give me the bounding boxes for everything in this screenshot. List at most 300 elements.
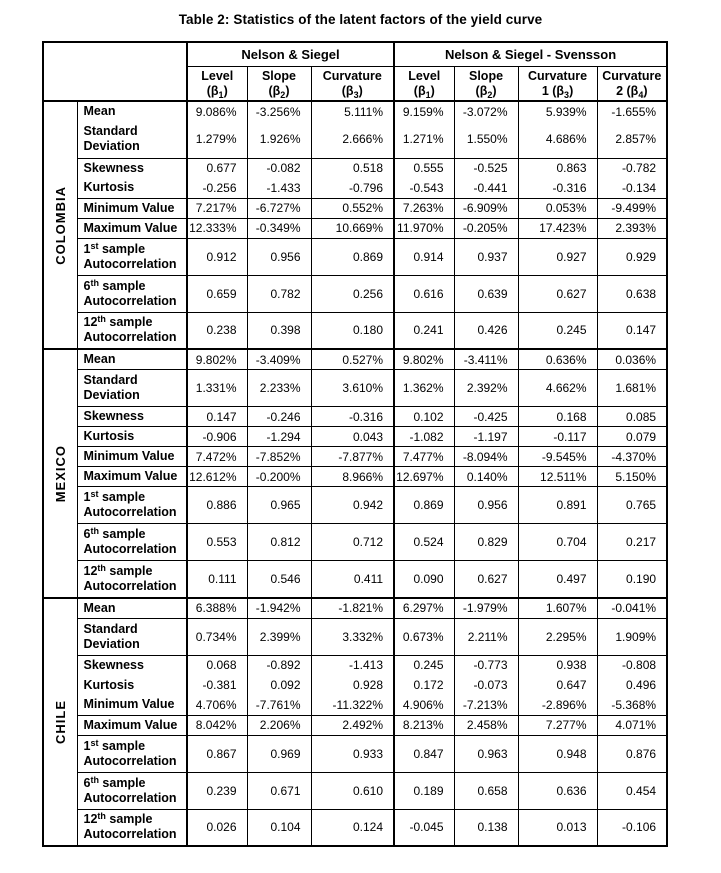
- value-cell: -1.413: [311, 655, 394, 675]
- value-cell: 0.782: [247, 275, 311, 312]
- row-label-cell: [77, 809, 187, 846]
- row-label-text: 1: [83, 241, 91, 256]
- row-label-line: [84, 564, 185, 579]
- value-cell: 2.393%: [597, 218, 667, 238]
- value-cell: 0.627: [518, 275, 597, 312]
- value-cell: 17.423%: [518, 218, 597, 238]
- value-cell: -9.545%: [518, 447, 597, 467]
- row-label-line: [84, 104, 185, 119]
- value-cell: 3.332%: [311, 618, 394, 655]
- value-cell: 0.245: [518, 312, 597, 349]
- value-cell: 0.138: [454, 809, 518, 846]
- value-cell: 0.518: [311, 158, 394, 178]
- value-cell: 0.933: [311, 735, 394, 772]
- value-cell: 0.965: [247, 487, 311, 524]
- value-cell: -5.368%: [597, 695, 667, 715]
- value-cell: 2.211%: [454, 618, 518, 655]
- value-cell: -0.349%: [247, 218, 311, 238]
- row-label-cell: [77, 370, 187, 407]
- value-cell: 0.068: [187, 655, 247, 675]
- column-header-label: [188, 69, 247, 84]
- value-cell: 0.524: [394, 524, 454, 561]
- row-label-cell: [77, 715, 187, 735]
- row-label-text: Minimum Value: [83, 200, 175, 215]
- value-cell: 12.612%: [187, 467, 247, 487]
- value-cell: -1.197: [454, 427, 518, 447]
- value-cell: -0.906: [187, 427, 247, 447]
- value-cell: 6.388%: [187, 598, 247, 619]
- stat-row: [43, 178, 667, 198]
- row-label-text: Standard: [83, 124, 138, 139]
- value-cell: 0.239: [187, 772, 247, 809]
- row-label-text: Mean: [83, 104, 116, 118]
- row-label-text: Skewness: [83, 160, 144, 175]
- value-cell: 0.704: [518, 524, 597, 561]
- row-label-text: sample: [105, 563, 153, 578]
- value-cell: 7.217%: [187, 198, 247, 218]
- stat-row: [43, 695, 667, 715]
- stat-row: [43, 370, 667, 407]
- value-cell: 0.168: [518, 407, 597, 427]
- value-cell: 0.956: [454, 487, 518, 524]
- value-cell: -1.979%: [454, 598, 518, 619]
- ordinal-suffix: th: [97, 562, 106, 573]
- beta-prefix: 1: [541, 83, 553, 98]
- value-cell: 0.190: [597, 561, 667, 598]
- row-label-cell: [77, 598, 187, 619]
- value-cell: -9.499%: [597, 198, 667, 218]
- row-label-line: [84, 812, 185, 827]
- beta-subscript: 3: [353, 89, 359, 100]
- column-header: [518, 67, 597, 102]
- value-cell: 7.263%: [394, 198, 454, 218]
- row-label-cell: [77, 618, 187, 655]
- row-label-text: Maximum Value: [83, 717, 178, 732]
- row-label-cell: [77, 487, 187, 524]
- row-label-line: [84, 330, 185, 345]
- value-cell: 7.477%: [394, 447, 454, 467]
- row-label-text: Deviation: [83, 636, 140, 651]
- row-label-text: Kurtosis: [83, 180, 135, 195]
- value-cell: -0.117: [518, 427, 597, 447]
- beta-symbol: (β: [552, 83, 565, 98]
- value-cell: -3.411%: [454, 349, 518, 370]
- group-header: Nelson & Siegel: [187, 42, 394, 67]
- row-label-line: [84, 221, 185, 236]
- value-cell: 0.189: [394, 772, 454, 809]
- value-cell: 0.658: [454, 772, 518, 809]
- row-label-cell: [77, 524, 187, 561]
- column-header-label-text: Slope: [469, 68, 504, 83]
- value-cell: 0.527%: [311, 349, 394, 370]
- row-label-line: [84, 180, 185, 195]
- value-cell: 1.279%: [187, 121, 247, 158]
- value-cell: 0.497: [518, 561, 597, 598]
- value-cell: -0.045: [394, 809, 454, 846]
- row-label-line: [84, 622, 185, 637]
- value-cell: -0.316: [518, 178, 597, 198]
- value-cell: 0.734%: [187, 618, 247, 655]
- row-label-line: [84, 739, 185, 754]
- value-cell: -4.370%: [597, 447, 667, 467]
- beta-symbol: (β: [206, 83, 219, 98]
- row-label-cell: [77, 218, 187, 238]
- group-header: Nelson & Siegel - Svensson: [394, 42, 667, 67]
- value-cell: 0.639: [454, 275, 518, 312]
- value-cell: 0.812: [247, 524, 311, 561]
- value-cell: 0.555: [394, 158, 454, 178]
- column-header: [454, 67, 518, 102]
- value-cell: 0.496: [597, 675, 667, 695]
- row-label-line: [84, 469, 185, 484]
- value-cell: -7.213%: [454, 695, 518, 715]
- row-label-line: [84, 505, 185, 520]
- column-header: [247, 67, 311, 102]
- value-cell: 8.042%: [187, 715, 247, 735]
- value-cell: 0.104: [247, 809, 311, 846]
- row-label-text: Autocorrelation: [83, 827, 177, 842]
- row-label-cell: [77, 735, 187, 772]
- row-label-cell: [77, 238, 187, 275]
- value-cell: -0.106: [597, 809, 667, 846]
- beta-symbol: (β: [413, 83, 426, 98]
- value-cell: 0.829: [454, 524, 518, 561]
- value-cell: 2.399%: [247, 618, 311, 655]
- value-cell: 0.013: [518, 809, 597, 846]
- stat-row: [43, 101, 667, 121]
- column-header: [394, 67, 454, 102]
- row-label-line: [84, 697, 185, 712]
- row-label-line: [84, 601, 185, 616]
- value-cell: 0.079: [597, 427, 667, 447]
- value-cell: 0.891: [518, 487, 597, 524]
- value-cell: 0.398: [247, 312, 311, 349]
- beta-subscript: 2: [487, 89, 493, 100]
- row-label-line: [84, 139, 185, 154]
- row-label-text: sample: [98, 527, 146, 541]
- value-cell: -1.294: [247, 427, 311, 447]
- value-cell: 8.213%: [394, 715, 454, 735]
- value-cell: 0.092: [247, 675, 311, 695]
- value-cell: 4.906%: [394, 695, 454, 715]
- value-cell: -0.525: [454, 158, 518, 178]
- value-cell: 0.673%: [394, 618, 454, 655]
- column-header-label-text: Level: [201, 68, 234, 83]
- ordinal-suffix: th: [97, 314, 106, 325]
- value-cell: -0.796: [311, 178, 394, 198]
- value-cell: 0.026: [187, 809, 247, 846]
- value-cell: 4.686%: [518, 121, 597, 158]
- row-label-text: 1: [83, 490, 91, 504]
- row-label-line: [84, 637, 185, 652]
- value-cell: 1.550%: [454, 121, 518, 158]
- value-cell: 2.857%: [597, 121, 667, 158]
- beta-close: ): [223, 83, 228, 98]
- stat-row: [43, 198, 667, 218]
- table-header: [43, 42, 667, 101]
- column-header-label: [248, 69, 311, 84]
- value-cell: 0.036%: [597, 349, 667, 370]
- column-header-beta: [519, 84, 597, 99]
- row-label-cell: [77, 312, 187, 349]
- value-cell: 2.492%: [311, 715, 394, 735]
- column-header-beta: [188, 84, 247, 99]
- column-header-label-text: Curvature: [602, 68, 662, 83]
- stat-row: [43, 772, 667, 809]
- row-label-line: [84, 352, 185, 367]
- value-cell: 0.411: [311, 561, 394, 598]
- value-cell: 0.043: [311, 427, 394, 447]
- column-header-beta: [312, 84, 394, 99]
- value-cell: 0.671: [247, 772, 311, 809]
- value-cell: -1.821%: [311, 598, 394, 619]
- stats-table: [42, 41, 668, 847]
- value-cell: 2.233%: [247, 370, 311, 407]
- row-label-line: [84, 579, 185, 594]
- row-label-line: [84, 161, 185, 176]
- value-cell: 0.241: [394, 312, 454, 349]
- ordinal-suffix: st: [90, 240, 99, 251]
- row-label-line: [84, 658, 185, 673]
- value-cell: 1.607%: [518, 598, 597, 619]
- stat-row: [43, 618, 667, 655]
- value-cell: 0.942: [311, 487, 394, 524]
- row-label-text: Kurtosis: [83, 677, 135, 692]
- row-label-text: Mean: [83, 600, 116, 615]
- value-cell: 0.426: [454, 312, 518, 349]
- stat-row: [43, 349, 667, 370]
- value-cell: 0.938: [518, 655, 597, 675]
- value-cell: 1.271%: [394, 121, 454, 158]
- value-cell: -0.808: [597, 655, 667, 675]
- beta-prefix: 2: [616, 83, 627, 98]
- row-label-text: Standard: [83, 373, 138, 387]
- row-label-text: Autocorrelation: [83, 256, 177, 271]
- value-cell: 0.712: [311, 524, 394, 561]
- beta-subscript: 2: [280, 89, 286, 100]
- stat-row: [43, 312, 667, 349]
- value-cell: 0.053%: [518, 198, 597, 218]
- row-label-text: Autocorrelation: [83, 790, 177, 805]
- row-label-text: Mean: [83, 352, 116, 366]
- value-cell: -0.892: [247, 655, 311, 675]
- value-cell: 1.909%: [597, 618, 667, 655]
- row-label-text: sample: [98, 278, 146, 293]
- row-label-line: [84, 791, 185, 806]
- value-cell: 0.553: [187, 524, 247, 561]
- value-cell: 0.876: [597, 735, 667, 772]
- stat-row: [43, 427, 667, 447]
- value-cell: 0.638: [597, 275, 667, 312]
- stat-row: [43, 735, 667, 772]
- column-header-beta: [248, 84, 311, 99]
- value-cell: 9.802%: [394, 349, 454, 370]
- value-cell: 0.963: [454, 735, 518, 772]
- row-label-cell: [77, 561, 187, 598]
- stat-row: [43, 675, 667, 695]
- value-cell: 0.867: [187, 735, 247, 772]
- value-cell: 12.333%: [187, 218, 247, 238]
- table-title: Table 2: Statistics of the latent factors of the yield curve: [178, 12, 543, 27]
- value-cell: -3.256%: [247, 101, 311, 121]
- column-header-beta: [395, 84, 454, 99]
- value-cell: 0.929: [597, 238, 667, 275]
- value-cell: 0.085: [597, 407, 667, 427]
- row-label-text: Kurtosis: [83, 429, 135, 443]
- value-cell: 0.765: [597, 487, 667, 524]
- value-cell: 0.627: [454, 561, 518, 598]
- value-cell: 2.392%: [454, 370, 518, 407]
- value-cell: 0.956: [247, 238, 311, 275]
- column-header-label: [519, 69, 597, 84]
- stat-row: [43, 561, 667, 598]
- value-cell: 0.111: [187, 561, 247, 598]
- row-label-line: [84, 409, 185, 424]
- row-label-line: [84, 678, 185, 693]
- value-cell: 9.802%: [187, 349, 247, 370]
- stat-row: [43, 275, 667, 312]
- column-header-beta: [598, 84, 667, 99]
- row-label-text: sample: [105, 812, 153, 827]
- stat-row: [43, 598, 667, 619]
- row-label-cell: [77, 349, 187, 370]
- value-cell: 12.511%: [518, 467, 597, 487]
- row-label-line: [84, 388, 185, 403]
- value-cell: 0.659: [187, 275, 247, 312]
- beta-subscript: 4: [638, 89, 644, 100]
- row-label-text: Autocorrelation: [83, 753, 177, 768]
- row-label-text: 12: [83, 315, 98, 330]
- value-cell: -0.082: [247, 158, 311, 178]
- value-cell: 4.706%: [187, 695, 247, 715]
- value-cell: 0.616: [394, 275, 454, 312]
- value-cell: 11.970%: [394, 218, 454, 238]
- stat-row: [43, 407, 667, 427]
- value-cell: 0.863: [518, 158, 597, 178]
- row-label-cell: [77, 772, 187, 809]
- value-cell: -0.782: [597, 158, 667, 178]
- value-cell: 5.939%: [518, 101, 597, 121]
- value-cell: 0.677: [187, 158, 247, 178]
- row-label-cell: [77, 158, 187, 178]
- value-cell: 4.071%: [597, 715, 667, 735]
- value-cell: 0.847: [394, 735, 454, 772]
- value-cell: 0.147: [187, 407, 247, 427]
- value-cell: -0.381: [187, 675, 247, 695]
- ordinal-suffix: th: [90, 277, 99, 288]
- column-header-label-text: Curvature: [322, 68, 382, 83]
- row-label-line: [84, 527, 185, 542]
- ordinal-suffix: st: [90, 737, 99, 748]
- value-cell: 0.172: [394, 675, 454, 695]
- value-cell: 0.090: [394, 561, 454, 598]
- value-cell: 9.086%: [187, 101, 247, 121]
- row-label-text: Standard: [83, 621, 138, 636]
- value-cell: 5.111%: [311, 101, 394, 121]
- column-header-label-text: Level: [408, 68, 441, 83]
- header-group-row: [43, 42, 667, 67]
- row-label-line: [84, 542, 185, 557]
- value-cell: -0.441: [454, 178, 518, 198]
- beta-close: ): [569, 83, 574, 98]
- stat-row: [43, 238, 667, 275]
- column-header: [597, 67, 667, 102]
- row-label-line: [84, 449, 185, 464]
- row-label-line: [84, 827, 185, 842]
- stat-row: [43, 524, 667, 561]
- beta-close: ): [430, 83, 435, 98]
- row-label-text: Autocorrelation: [83, 578, 177, 593]
- beta-close: ): [358, 83, 363, 98]
- column-header-label: [395, 69, 454, 84]
- row-label-cell: [77, 101, 187, 121]
- value-cell: 0.869: [394, 487, 454, 524]
- value-cell: -1.655%: [597, 101, 667, 121]
- row-label-text: Deviation: [83, 388, 140, 402]
- row-label-cell: [77, 178, 187, 198]
- row-label-cell: [77, 275, 187, 312]
- row-label-text: sample: [98, 775, 146, 790]
- value-cell: -3.072%: [454, 101, 518, 121]
- row-label-cell: [77, 695, 187, 715]
- row-label-line: [84, 201, 185, 216]
- beta-subscript: 3: [564, 89, 570, 100]
- row-label-text: 12: [83, 563, 98, 578]
- value-cell: -0.425: [454, 407, 518, 427]
- value-cell: 0.914: [394, 238, 454, 275]
- corner-cell: [43, 42, 187, 101]
- ordinal-suffix: th: [90, 774, 99, 785]
- value-cell: -0.134: [597, 178, 667, 198]
- column-header-label: [312, 69, 394, 84]
- row-label-line: [84, 257, 185, 272]
- table-body: [43, 101, 667, 846]
- value-cell: 0.928: [311, 675, 394, 695]
- row-label-line: [84, 279, 185, 294]
- row-label-line: [84, 718, 185, 733]
- value-cell: 0.912: [187, 238, 247, 275]
- ordinal-suffix: st: [90, 489, 99, 499]
- value-cell: -2.896%: [518, 695, 597, 715]
- value-cell: 0.552%: [311, 198, 394, 218]
- stat-row: [43, 447, 667, 467]
- value-cell: 0.256: [311, 275, 394, 312]
- value-cell: 2.295%: [518, 618, 597, 655]
- value-cell: 7.277%: [518, 715, 597, 735]
- row-label-text: sample: [98, 490, 146, 504]
- value-cell: 0.647: [518, 675, 597, 695]
- value-cell: 7.472%: [187, 447, 247, 467]
- value-cell: 0.238: [187, 312, 247, 349]
- column-header-label-text: Slope: [261, 68, 297, 83]
- row-label-cell: [77, 121, 187, 158]
- value-cell: 0.546: [247, 561, 311, 598]
- row-label-line: [84, 294, 185, 309]
- beta-symbol: (β: [268, 83, 281, 98]
- value-cell: -0.200%: [247, 467, 311, 487]
- row-label-line: [84, 754, 185, 769]
- column-header-label-text: Curvature: [528, 68, 588, 83]
- row-label-line: [84, 373, 185, 388]
- value-cell: 4.662%: [518, 370, 597, 407]
- value-cell: 0.454: [597, 772, 667, 809]
- ordinal-suffix: th: [97, 811, 106, 822]
- country-cell: [43, 349, 77, 598]
- stat-row: [43, 487, 667, 524]
- value-cell: -3.409%: [247, 349, 311, 370]
- stat-row: [43, 121, 667, 158]
- value-cell: 3.610%: [311, 370, 394, 407]
